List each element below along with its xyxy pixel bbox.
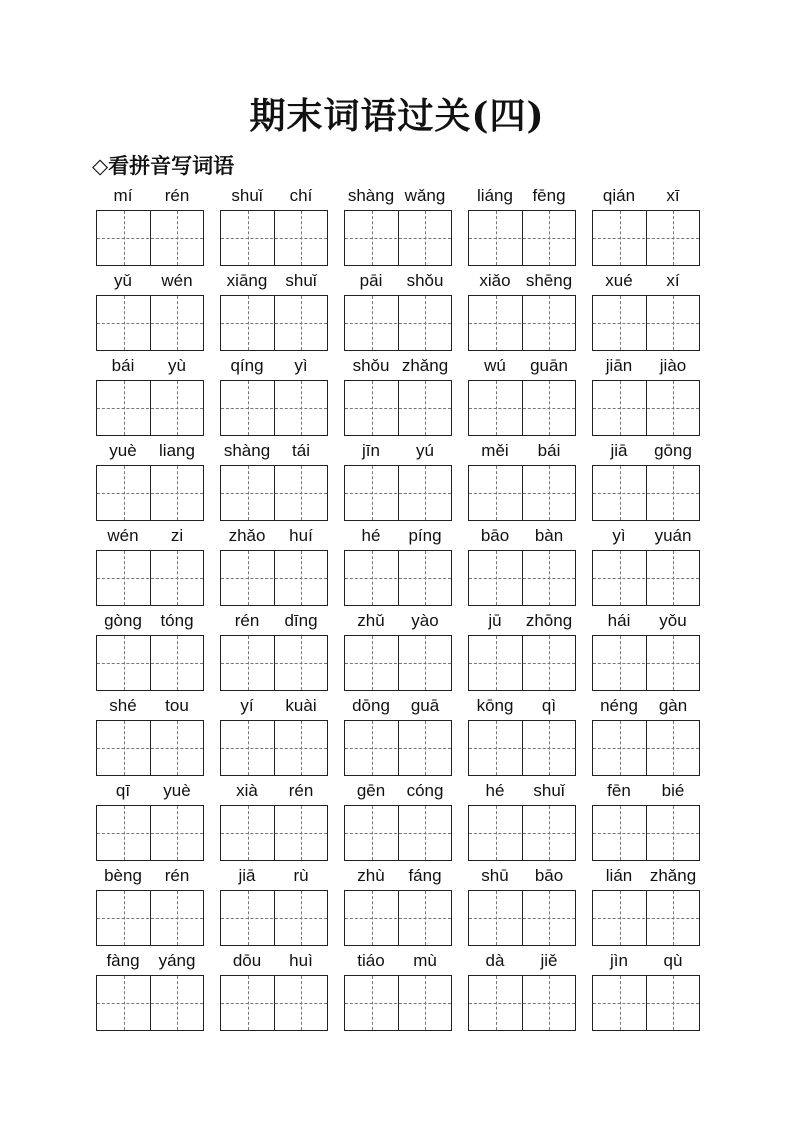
pinyin-syllable: zhōng xyxy=(525,611,573,630)
pinyin-syllable: guān xyxy=(530,356,568,375)
pinyin-syllable: chí xyxy=(289,186,313,205)
writing-boxes[interactable] xyxy=(96,295,204,351)
pinyin-syllable: zhǎo xyxy=(228,526,266,545)
guide-line-horizontal xyxy=(221,408,327,409)
writing-boxes[interactable] xyxy=(468,720,576,776)
guide-line-horizontal xyxy=(593,493,699,494)
word-item xyxy=(592,866,700,946)
pinyin-syllable: yǔ xyxy=(114,271,132,290)
pinyin-syllable: dīng xyxy=(284,611,318,630)
writing-boxes[interactable] xyxy=(220,720,328,776)
pinyin-syllable: wú xyxy=(484,356,506,375)
writing-boxes[interactable] xyxy=(468,890,576,946)
pinyin-syllable: yǒu xyxy=(659,611,687,630)
writing-boxes[interactable] xyxy=(592,975,700,1031)
word-item xyxy=(468,441,576,521)
pinyin-syllable: tái xyxy=(292,441,310,460)
word-item xyxy=(592,951,700,1031)
word-item xyxy=(220,356,328,436)
pinyin-syllable: zi xyxy=(170,526,184,545)
pinyin-syllable: wǎng xyxy=(404,186,446,205)
pinyin-syllable: fēn xyxy=(607,781,631,800)
pinyin-syllable: hé xyxy=(485,781,505,800)
pinyin-syllable: xiǎo xyxy=(479,271,511,290)
pinyin-syllable: zhǎng xyxy=(649,866,697,885)
word-item xyxy=(592,186,700,266)
writing-boxes[interactable] xyxy=(592,295,700,351)
word-item xyxy=(96,186,204,266)
word-item xyxy=(96,696,204,776)
word-item xyxy=(592,356,700,436)
writing-boxes[interactable] xyxy=(468,380,576,436)
guide-line-horizontal xyxy=(469,1003,575,1004)
pinyin-syllable: yù xyxy=(168,356,186,375)
writing-boxes[interactable] xyxy=(96,210,204,266)
writing-boxes[interactable] xyxy=(468,635,576,691)
word-item xyxy=(592,781,700,861)
pinyin-syllable: shàng xyxy=(223,441,271,460)
guide-line-horizontal xyxy=(345,408,451,409)
pinyin-syllable: xué xyxy=(605,271,633,290)
pinyin-syllable: yuè xyxy=(163,781,191,800)
word-item xyxy=(592,526,700,606)
word-item xyxy=(344,866,452,946)
word-item xyxy=(220,696,328,776)
pinyin-syllable: jiā xyxy=(238,866,256,885)
writing-boxes[interactable] xyxy=(96,805,204,861)
pinyin-syllable: rén xyxy=(164,866,190,885)
writing-boxes[interactable] xyxy=(468,550,576,606)
guide-line-horizontal xyxy=(469,323,575,324)
pinyin-syllable: zhǎng xyxy=(401,356,449,375)
guide-line-horizontal xyxy=(97,918,203,919)
pinyin-syllable: yú xyxy=(416,441,434,460)
writing-boxes[interactable] xyxy=(344,890,452,946)
word-item xyxy=(592,271,700,351)
pinyin-syllable: zhù xyxy=(357,866,385,885)
writing-boxes[interactable] xyxy=(96,975,204,1031)
writing-boxes[interactable] xyxy=(468,295,576,351)
guide-line-horizontal xyxy=(221,238,327,239)
writing-boxes[interactable] xyxy=(220,210,328,266)
word-item xyxy=(220,526,328,606)
pinyin-syllable: liang xyxy=(159,441,195,460)
pinyin-syllable: bāo xyxy=(534,866,564,885)
pinyin-syllable: shǒu xyxy=(406,271,444,290)
word-item xyxy=(96,356,204,436)
pinyin-syllable: tiáo xyxy=(357,951,385,970)
writing-boxes[interactable] xyxy=(220,890,328,946)
guide-line-horizontal xyxy=(593,1003,699,1004)
pinyin-syllable: mù xyxy=(413,951,437,970)
pinyin-syllable: bái xyxy=(537,441,561,460)
pinyin-syllable: jiā xyxy=(610,441,628,460)
guide-line-horizontal xyxy=(221,578,327,579)
pinyin-syllable: yuè xyxy=(109,441,137,460)
writing-boxes[interactable] xyxy=(344,720,452,776)
guide-line-horizontal xyxy=(469,663,575,664)
guide-line-horizontal xyxy=(345,323,451,324)
pinyin-syllable: xī xyxy=(666,186,680,205)
writing-boxes[interactable] xyxy=(344,550,452,606)
writing-boxes[interactable] xyxy=(592,210,700,266)
guide-line-horizontal xyxy=(97,1003,203,1004)
guide-line-horizontal xyxy=(469,833,575,834)
pinyin-syllable: wén xyxy=(161,271,193,290)
word-item xyxy=(96,951,204,1031)
pinyin-syllable: yí xyxy=(240,696,254,715)
guide-line-horizontal xyxy=(345,833,451,834)
writing-boxes[interactable] xyxy=(344,635,452,691)
pinyin-syllable: xiāng xyxy=(226,271,268,290)
pinyin-syllable: rén xyxy=(234,611,260,630)
pinyin-syllable: fàng xyxy=(106,951,140,970)
guide-line-horizontal xyxy=(469,408,575,409)
writing-boxes[interactable] xyxy=(468,805,576,861)
pinyin-syllable: shàng xyxy=(347,186,395,205)
word-item xyxy=(468,696,576,776)
pinyin-syllable: rén xyxy=(164,186,190,205)
writing-boxes[interactable] xyxy=(220,465,328,521)
guide-line-horizontal xyxy=(593,578,699,579)
pinyin-syllable: měi xyxy=(481,441,509,460)
writing-boxes[interactable] xyxy=(468,465,576,521)
writing-boxes[interactable] xyxy=(220,805,328,861)
writing-boxes[interactable] xyxy=(592,720,700,776)
writing-boxes[interactable] xyxy=(220,975,328,1031)
writing-boxes[interactable] xyxy=(592,465,700,521)
writing-boxes[interactable] xyxy=(468,210,576,266)
pinyin-syllable: gàn xyxy=(658,696,688,715)
guide-line-horizontal xyxy=(469,918,575,919)
pinyin-syllable: qíng xyxy=(230,356,264,375)
pinyin-syllable: néng xyxy=(600,696,638,715)
pinyin-syllable: shuǐ xyxy=(231,186,263,205)
word-item xyxy=(344,781,452,861)
pinyin-syllable: dà xyxy=(485,951,505,970)
word-item xyxy=(344,696,452,776)
pinyin-syllable: huí xyxy=(289,526,313,545)
pinyin-syllable: gēn xyxy=(356,781,386,800)
writing-boxes[interactable] xyxy=(592,380,700,436)
word-item xyxy=(96,781,204,861)
guide-line-horizontal xyxy=(97,748,203,749)
pinyin-syllable: gōng xyxy=(654,441,692,460)
writing-boxes[interactable] xyxy=(344,805,452,861)
pinyin-syllable: tóng xyxy=(160,611,194,630)
pinyin-syllable: qì xyxy=(541,696,557,715)
writing-boxes[interactable] xyxy=(220,550,328,606)
guide-line-horizontal xyxy=(97,323,203,324)
word-item xyxy=(220,611,328,691)
writing-boxes[interactable] xyxy=(468,975,576,1031)
pinyin-syllable: zhǔ xyxy=(357,611,385,630)
pinyin-syllable: jiào xyxy=(659,356,687,375)
guide-line-horizontal xyxy=(97,408,203,409)
guide-line-horizontal xyxy=(345,918,451,919)
guide-line-horizontal xyxy=(221,493,327,494)
pinyin-syllable: dōu xyxy=(232,951,262,970)
guide-line-horizontal xyxy=(97,833,203,834)
pinyin-syllable: dōng xyxy=(352,696,390,715)
writing-boxes[interactable] xyxy=(592,635,700,691)
word-item xyxy=(468,271,576,351)
pinyin-syllable: fēng xyxy=(532,186,566,205)
word-item xyxy=(96,271,204,351)
guide-line-horizontal xyxy=(469,493,575,494)
word-item xyxy=(468,611,576,691)
writing-boxes[interactable] xyxy=(96,465,204,521)
guide-line-horizontal xyxy=(593,663,699,664)
writing-boxes[interactable] xyxy=(344,975,452,1031)
pinyin-syllable: hé xyxy=(361,526,381,545)
writing-boxes[interactable] xyxy=(96,550,204,606)
pinyin-syllable: xí xyxy=(666,271,680,290)
pinyin-syllable: jiān xyxy=(605,356,633,375)
pinyin-syllable: pāi xyxy=(359,271,383,290)
pinyin-syllable: yuán xyxy=(654,526,692,545)
pinyin-syllable: bié xyxy=(661,781,685,800)
pinyin-syllable: kōng xyxy=(476,696,514,715)
word-item xyxy=(592,611,700,691)
pinyin-syllable: yì xyxy=(612,526,626,545)
guide-line-horizontal xyxy=(593,323,699,324)
pinyin-syllable: rén xyxy=(288,781,314,800)
pinyin-syllable: shǒu xyxy=(352,356,390,375)
guide-line-horizontal xyxy=(221,833,327,834)
pinyin-syllable: hái xyxy=(607,611,631,630)
word-item xyxy=(592,696,700,776)
word-item xyxy=(220,866,328,946)
pinyin-syllable: jīn xyxy=(362,441,380,460)
word-item xyxy=(344,611,452,691)
guide-line-horizontal xyxy=(593,833,699,834)
pinyin-syllable: bái xyxy=(111,356,135,375)
pinyin-syllable: lián xyxy=(605,866,633,885)
pinyin-syllable: píng xyxy=(408,526,442,545)
pinyin-syllable: shēng xyxy=(525,271,573,290)
guide-line-horizontal xyxy=(345,578,451,579)
word-item xyxy=(220,781,328,861)
pinyin-syllable: yáng xyxy=(158,951,196,970)
guide-line-horizontal xyxy=(221,918,327,919)
guide-line-horizontal xyxy=(345,1003,451,1004)
word-item xyxy=(96,866,204,946)
writing-boxes[interactable] xyxy=(96,890,204,946)
word-item xyxy=(96,526,204,606)
pinyin-syllable: jū xyxy=(488,611,502,630)
guide-line-horizontal xyxy=(345,493,451,494)
word-item xyxy=(220,186,328,266)
writing-boxes[interactable] xyxy=(344,380,452,436)
word-item xyxy=(344,441,452,521)
pinyin-syllable: kuài xyxy=(285,696,317,715)
guide-line-horizontal xyxy=(221,323,327,324)
guide-line-horizontal xyxy=(593,918,699,919)
writing-boxes[interactable] xyxy=(592,890,700,946)
writing-boxes[interactable] xyxy=(592,805,700,861)
writing-boxes[interactable] xyxy=(592,550,700,606)
pinyin-syllable: jìn xyxy=(610,951,628,970)
pinyin-syllable: wén xyxy=(107,526,139,545)
pinyin-syllable: xià xyxy=(236,781,258,800)
word-item xyxy=(344,526,452,606)
pinyin-syllable: huì xyxy=(289,951,313,970)
word-item xyxy=(468,781,576,861)
guide-line-horizontal xyxy=(221,748,327,749)
guide-line-horizontal xyxy=(221,1003,327,1004)
word-item xyxy=(344,356,452,436)
word-item xyxy=(96,611,204,691)
pinyin-syllable: shuǐ xyxy=(533,781,565,800)
guide-line-horizontal xyxy=(345,238,451,239)
word-item xyxy=(468,951,576,1031)
pinyin-syllable: gòng xyxy=(104,611,142,630)
writing-boxes[interactable] xyxy=(96,635,204,691)
guide-line-horizontal xyxy=(221,663,327,664)
word-item xyxy=(468,526,576,606)
guide-line-horizontal xyxy=(593,238,699,239)
guide-line-horizontal xyxy=(593,748,699,749)
pinyin-syllable: guā xyxy=(410,696,440,715)
guide-line-horizontal xyxy=(593,408,699,409)
guide-line-horizontal xyxy=(469,748,575,749)
pinyin-syllable: bāo xyxy=(480,526,510,545)
writing-boxes[interactable] xyxy=(220,635,328,691)
word-item xyxy=(220,441,328,521)
word-item xyxy=(592,441,700,521)
pinyin-syllable: qī xyxy=(115,781,131,800)
guide-line-horizontal xyxy=(97,238,203,239)
guide-line-horizontal xyxy=(345,663,451,664)
word-item xyxy=(220,271,328,351)
pinyin-syllable: rù xyxy=(293,866,309,885)
pinyin-syllable: mí xyxy=(113,186,133,205)
writing-boxes[interactable] xyxy=(344,465,452,521)
guide-line-horizontal xyxy=(97,578,203,579)
pinyin-syllable: tou xyxy=(165,696,189,715)
writing-boxes[interactable] xyxy=(220,295,328,351)
word-item xyxy=(344,271,452,351)
writing-boxes[interactable] xyxy=(344,210,452,266)
pinyin-syllable: bèng xyxy=(104,866,142,885)
pinyin-syllable: yào xyxy=(411,611,439,630)
pinyin-syllable: liáng xyxy=(477,186,513,205)
word-item xyxy=(468,356,576,436)
writing-boxes[interactable] xyxy=(96,380,204,436)
word-item xyxy=(96,441,204,521)
pinyin-syllable: shé xyxy=(109,696,137,715)
pinyin-syllable: cóng xyxy=(406,781,444,800)
pinyin-syllable: shū xyxy=(481,866,509,885)
guide-line-horizontal xyxy=(469,578,575,579)
guide-line-horizontal xyxy=(97,663,203,664)
writing-boxes[interactable] xyxy=(96,720,204,776)
pinyin-syllable: fáng xyxy=(408,866,442,885)
pinyin-syllable: qián xyxy=(602,186,636,205)
pinyin-syllable: bàn xyxy=(534,526,564,545)
guide-line-horizontal xyxy=(469,238,575,239)
word-item xyxy=(344,951,452,1031)
word-item xyxy=(344,186,452,266)
pinyin-syllable: qù xyxy=(663,951,683,970)
guide-line-horizontal xyxy=(97,493,203,494)
writing-boxes[interactable] xyxy=(344,295,452,351)
word-item xyxy=(468,186,576,266)
pinyin-syllable: jiě xyxy=(540,951,558,970)
word-item xyxy=(468,866,576,946)
section-heading: ◇看拼音写词语 xyxy=(92,153,235,178)
pinyin-syllable: yì xyxy=(294,356,308,375)
page-title: 期末词语过关(四) xyxy=(249,95,545,137)
guide-line-horizontal xyxy=(345,748,451,749)
word-item xyxy=(220,951,328,1031)
writing-boxes[interactable] xyxy=(220,380,328,436)
pinyin-syllable: shuǐ xyxy=(285,271,317,290)
